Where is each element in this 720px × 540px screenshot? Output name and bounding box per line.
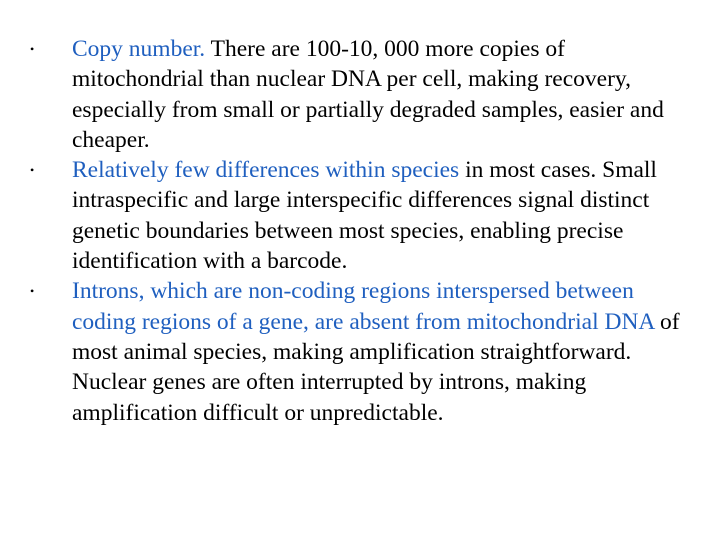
bullet-highlight: Copy number. [72, 36, 206, 62]
bullet-list [26, 34, 696, 428]
bullet-text: in most cases. Small intraspecific and large interspecific differences signal distinct genetic boundaries between most species, enabling precise identification with a barcode. [72, 157, 657, 275]
bullet-highlight: Relatively few differences within species [72, 157, 460, 184]
bullet-text: There are 100-10, 000 more copies of mitochondrial than nuclear DNA per cell, making recovery, especially from small or partially degraded samples, easier and cheaper. [72, 36, 664, 153]
bullet-item-introns [26, 276, 696, 427]
bullet-dot-icon: • [30, 284, 35, 299]
bullet-text: of most animal species, making amplification straightforward. Nuclear genes are often interrupted by introns, making amplification difficult or unpredictable. [72, 308, 680, 426]
bullet-item-species-differences [26, 155, 696, 276]
bullet-dot-icon: • [30, 163, 35, 178]
bullet-highlight: Introns, which are non-coding regions interspersed between coding regions of a gene, are absent from mitochondrial DNA [72, 278, 655, 335]
bullet-item-copy-number [26, 34, 696, 155]
bullet-dot-icon: • [30, 42, 35, 56]
